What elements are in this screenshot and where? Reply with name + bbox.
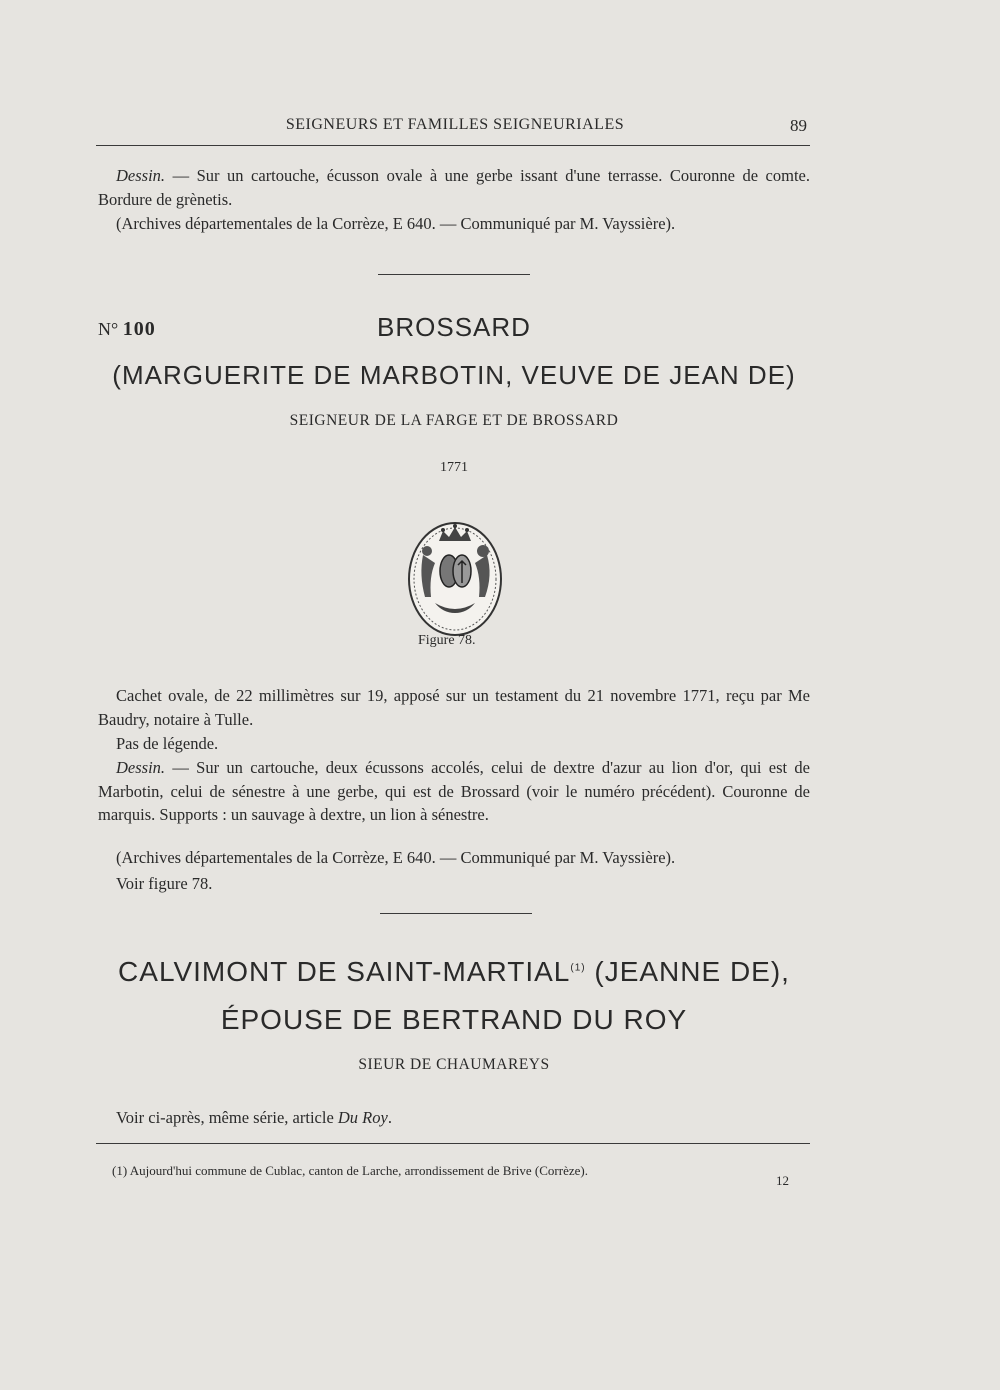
source-text: (Archives départementales de la Corrèze, E 640. — Communiqué par M. Vayssière). [116, 214, 676, 233]
dessin-text: — Sur un cartouche, écusson ovale à une gerbe issant d'une terrasse. Couronne de comte. Bordure de grènetis. [98, 166, 810, 209]
calvimont-see-also [98, 1106, 810, 1130]
entry-number-prefix: N° [98, 319, 119, 339]
legend-text: Pas de légende. [116, 734, 219, 753]
figure-caption: Figure 78. [418, 633, 476, 648]
entry-name: BROSSARD [377, 312, 531, 342]
dessin-label: Dessin. [116, 166, 166, 185]
entry-description [98, 684, 810, 731]
header-rule [96, 145, 810, 146]
see-end: . [387, 1108, 392, 1127]
see-text: Voir ci-après, même série, article [116, 1108, 338, 1127]
signature-mark: 12 [776, 1173, 789, 1188]
dessin-text: — Sur un cartouche, deux écussons accolés, celui de dextre d'azur au lion d'or, qui est de Marbotin, celui de sénestre à une gerbe, qui est de Brossard (voir le numéro précédent). Couronne de marquis. Supports : un sauvage à dextre, un lion à sénestre. [98, 758, 810, 824]
entry-dessin [98, 756, 810, 827]
see-article: Du Roy [337, 1108, 388, 1127]
description-text: Cachet ovale, de 22 millimètres sur 19, apposé sur un testament du 21 novembre 1771, reçu par Me Baudry, notaire à Tulle. [98, 686, 810, 729]
entry-source [98, 846, 810, 870]
entry-number [98, 318, 156, 341]
seal-figure [405, 515, 505, 637]
entry-see-figure [98, 872, 810, 896]
section-separator [378, 274, 530, 275]
entry-subtitle: SEIGNEUR DE LA FARGE ET DE BROSSARD [289, 412, 619, 429]
footnote-ref: (1) [570, 962, 586, 974]
top-dessin-paragraph [98, 164, 810, 211]
footnote-1: (1) Aujourd'hui commune de Cublac, canton de Larche, arrondissement de Brive (Corrèze). [112, 1163, 588, 1178]
page-number: 89 [790, 116, 807, 135]
calvimont-given-name: (JEANNE DE), [585, 956, 790, 987]
calvimont-title-line1 [60, 956, 848, 988]
entry-legend [98, 732, 810, 756]
dessin-label: Dessin. [116, 758, 166, 777]
calvimont-title-line2: ÉPOUSE DE BERTRAND DU ROY [220, 1004, 688, 1035]
entry-title-line2: (MARGUERITE DE MARBOTIN, VEUVE DE JEAN DE) [112, 360, 796, 390]
top-source-paragraph [98, 212, 810, 236]
see-figure-text: Voir figure 78. [116, 874, 213, 893]
section-separator [380, 913, 532, 914]
calvimont-subtitle: SIEUR DE CHAUMAREYS [358, 1056, 550, 1073]
entry-number-value: 100 [122, 318, 156, 340]
calvimont-name: CALVIMONT DE SAINT-MARTIAL [118, 956, 571, 987]
entry-year: 1771 [440, 460, 468, 475]
footnote-rule [96, 1143, 810, 1144]
running-title: SEIGNEURS ET FAMILLES SEIGNEURIALES [285, 116, 625, 133]
source-text: (Archives départementales de la Corrèze, E 640. — Communiqué par M. Vayssière). [116, 848, 676, 867]
